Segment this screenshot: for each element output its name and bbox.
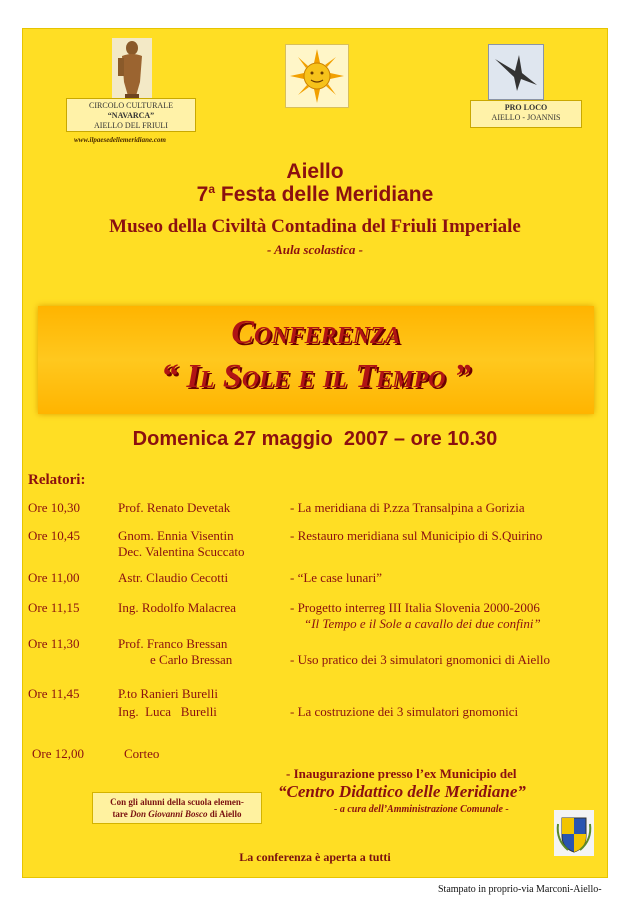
statue-image — [112, 38, 152, 100]
poster — [22, 28, 608, 878]
schedule-topic-quote: “Il Tempo e il Sole a cavallo dei due confini” — [304, 616, 541, 631]
schedule-topic: - La meridiana di P.zza Transalpina a Gorizia — [290, 500, 525, 515]
schedule-time: Ore 11,45 — [28, 686, 80, 701]
schedule-time: Ore 10,30 — [28, 500, 80, 515]
circolo-line2: “NAVARCA” — [107, 111, 155, 120]
schedule-speaker: Astr. Claudio Cecotti — [118, 570, 229, 585]
centro-didattico-title: “Centro Didattico delle Meridiane” — [278, 782, 526, 801]
proloco-line2: AIELLO - JOANNIS — [491, 113, 561, 122]
date-line: Domenica 27 maggio 2007 – ore 10.30 — [132, 428, 498, 450]
website-link[interactable]: www.ilpaesedellemeridiane.com — [74, 136, 166, 144]
proloco-line1: PRO LOCO — [504, 103, 548, 112]
schedule-speaker: Ing. Luca Burelli — [118, 704, 217, 719]
proloco-label-box — [470, 100, 582, 128]
alunni-box — [92, 792, 262, 824]
aperta-a-tutti: La conferenza è aperta a tutti — [239, 850, 391, 864]
schedule-topic: - “Le case lunari” — [290, 570, 383, 585]
circolo-label-box — [66, 98, 196, 132]
schedule-speaker: e Carlo Bressan — [150, 652, 233, 667]
museum-title: Museo della Civiltà Contadina del Friuli Imperiale — [109, 216, 521, 237]
circolo-line1: CIRCOLO CULTURALE — [89, 101, 173, 110]
schedule-topic: - Progetto interreg III Italia Slovenia 2000-2006 — [290, 600, 540, 615]
schedule-speaker: Ing. Rodolfo Malacrea — [118, 600, 237, 615]
corteo-label: Corteo — [124, 746, 160, 761]
schedule-topic: - Restauro meridiana sul Municipio di S.Quirino — [290, 528, 543, 543]
alunni-line2-post: di Aiello — [207, 809, 242, 819]
eagle-icon — [488, 44, 544, 100]
conferenza-banner — [38, 306, 594, 414]
festa-text: Festa delle Meridiane — [220, 183, 434, 206]
schedule — [28, 500, 604, 760]
schedule-time: Ore 11,15 — [28, 600, 80, 615]
schedule-speaker: Dec. Valentina Scuccato — [118, 544, 245, 559]
inaugurazione-line1: - Inaugurazione presso l’ex Municipio del — [286, 766, 517, 781]
schedule-speaker: Prof. Franco Bressan — [118, 636, 228, 651]
schedule-speaker: Prof. Renato Devetak — [118, 500, 231, 515]
alunni-line2 — [93, 808, 261, 820]
printed-by: Stampato in proprio-via Marconi-Aiello- — [438, 884, 602, 895]
schedule-speaker: Gnom. Ennia Visentin — [118, 528, 234, 543]
banner-line1: Conferenza — [231, 314, 401, 351]
inaugurazione-line3: - a cura dell’Amministrazione Comunale - — [334, 804, 509, 815]
sun-icon — [285, 44, 349, 108]
schedule-speaker: P.to Ranieri Burelli — [118, 686, 219, 701]
schedule-topic: - Uso pratico dei 3 simulatori gnomonici di Aiello — [290, 652, 550, 667]
banner-line2: “ Il Sole e il Tempo ” — [161, 358, 471, 395]
schedule-topic: - La costruzione dei 3 simulatori gnomonici — [290, 704, 519, 719]
schedule-time: Ore 10,45 — [28, 528, 80, 543]
title-festa — [22, 182, 608, 207]
aula-subtitle: - Aula scolastica - — [267, 242, 363, 257]
schedule-time: Ore 11,30 — [28, 636, 80, 651]
schedule-time: Ore 11,00 — [28, 570, 80, 585]
corteo-time: Ore 12,00 — [32, 746, 84, 761]
circolo-line3: AIELLO DEL FRIULI — [94, 121, 168, 130]
festa-number: 7 — [196, 183, 209, 206]
alunni-line1: Con gli alunni della scuola elemen- — [110, 797, 244, 807]
festa-superscript: a — [208, 182, 216, 196]
alunni-school-name: Don Giovanni Bosco — [130, 809, 208, 819]
relatori-label: Relatori: — [28, 472, 86, 488]
alunni-line2-pre: tare — [112, 809, 131, 819]
title-town: Aiello — [286, 160, 344, 183]
